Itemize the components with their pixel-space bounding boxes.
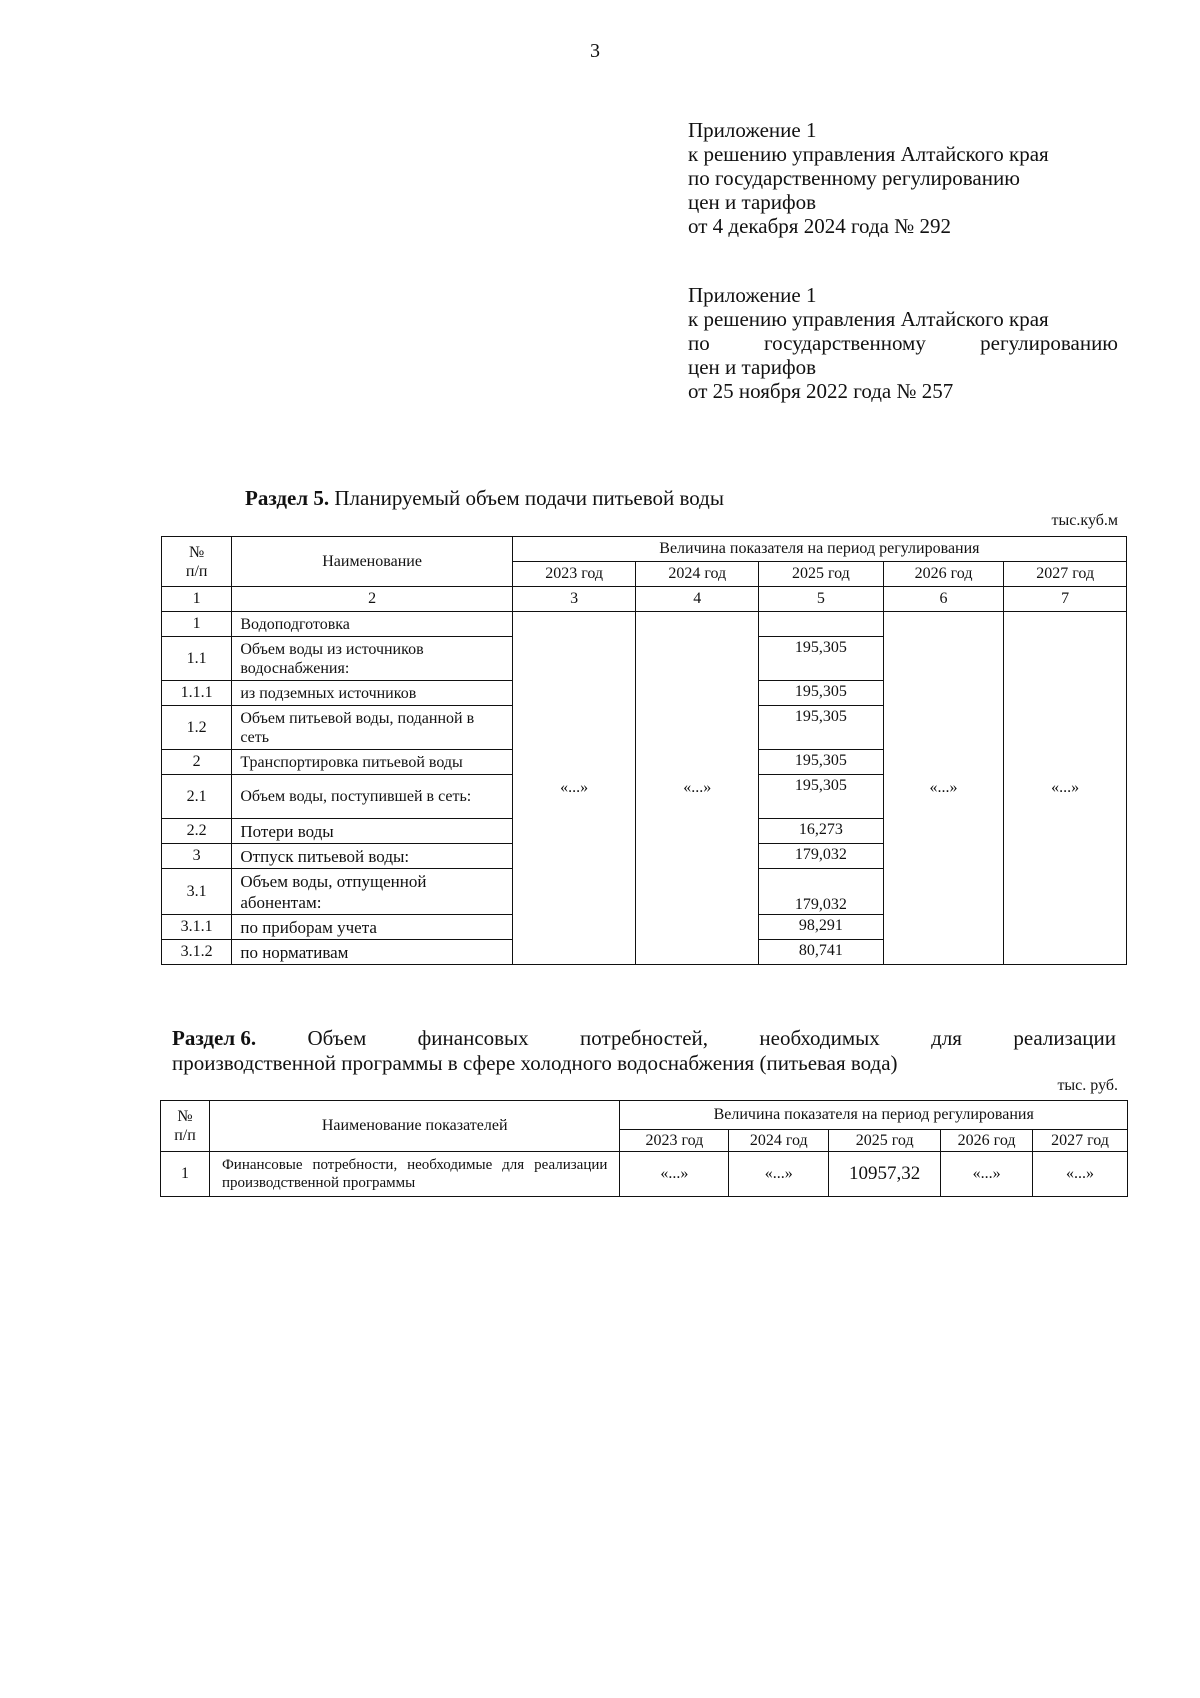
word: необходимых [759,1026,880,1050]
header-num [162,537,232,587]
row-name: Отпуск питьевой воды: [232,844,512,869]
column-number: 1 [162,587,232,612]
row-num: 2.2 [162,819,232,844]
value-2024: «...» [729,1152,829,1197]
page-number: 3 [590,40,600,62]
section6-unit: тыс. руб. [1057,1077,1118,1094]
table-header-row [162,537,1127,562]
value-2025: 10957,32 [829,1152,941,1197]
table-row [162,612,1127,637]
header-num-pp: п/п [185,562,208,580]
header-period: Величина показателя на период регулирования [620,1101,1128,1130]
word: регулированию [980,331,1118,355]
value-2025: 98,291 [759,915,884,940]
value-2025: 16,273 [759,819,884,844]
row-num: 3.1.2 [162,940,232,965]
value-2025: 179,032 [759,844,884,869]
value-2024: «...» [636,612,759,965]
row-num: 1.1.1 [162,681,232,706]
value-2025: 195,305 [759,706,884,750]
header-year: 2023 год [620,1130,729,1152]
word: потребностей, [580,1026,709,1050]
value-2025: 195,305 [759,681,884,706]
appendix-line: к решению управления Алтайского края [688,142,1049,166]
header-year: 2026 год [883,562,1004,587]
word: финансовых [417,1026,529,1050]
section6-title [172,1026,1116,1076]
word: для [931,1026,962,1050]
appendix-date: от 4 декабря 2024 года № 292 [688,214,951,238]
column-number: 5 [759,587,884,612]
appendix-line: цен и тарифов [688,190,817,214]
row-name: по нормативам [232,940,512,965]
header-num [161,1101,210,1152]
value-2025: 179,032 [759,869,884,915]
row-num: 3.1.1 [162,915,232,940]
row-name: Объем воды, поступившей в сеть: [232,775,512,819]
row-num: 1.2 [162,706,232,750]
value-2025 [759,612,884,637]
value-2027: «...» [1033,1152,1128,1197]
section5-title [245,486,724,511]
row-name: Объем воды из источников водоснабжения: [232,637,512,681]
row-name: по приборам учета [232,915,512,940]
value-2023: «...» [620,1152,729,1197]
section6-title-line1 [172,1026,1116,1051]
row-name: Объем воды, отпущенной абонентам: [232,869,512,915]
value-2025: 195,305 [759,775,884,819]
header-year: 2026 год [941,1130,1033,1152]
section6-title-line2: производственной программы в сфере холодного водоснабжения (питьевая вода) [172,1051,898,1075]
row-name: Потери воды [232,819,512,844]
section6-table [160,1100,1128,1197]
appendix-date: от 25 ноября 2022 года № 257 [688,379,954,403]
header-name: Наименование [232,537,512,587]
value-2027: «...» [1004,612,1127,965]
row-num: 1 [161,1152,210,1197]
section5-unit: тыс.куб.м [1051,512,1118,529]
word: Объем [307,1026,367,1050]
header-year: 2024 год [729,1130,829,1152]
column-number: 6 [883,587,1004,612]
header-year: 2027 год [1033,1130,1128,1152]
header-year: 2025 год [829,1130,941,1152]
appendix-line: по государственному регулированию [688,166,1020,190]
table-header-row [161,1101,1128,1130]
value-2025: 195,305 [759,637,884,681]
row-name: из подземных источников [232,681,512,706]
row-name: Финансовые потребности, необходимые для реализации производственной программы [209,1152,619,1197]
appendix-title: Приложение 1 [688,283,817,307]
value-2023: «...» [512,612,636,965]
appendix-title: Приложение 1 [688,118,817,142]
column-number: 7 [1004,587,1127,612]
column-number: 2 [232,587,512,612]
section5-title-bold: Раздел 5. [245,486,330,510]
row-num: 1 [162,612,232,637]
header-num-symbol: № [189,543,205,561]
row-num: 1.1 [162,637,232,681]
header-year: 2027 год [1004,562,1127,587]
header-year: 2025 год [759,562,884,587]
section6-title-bold: Раздел 6. [172,1026,257,1050]
appendix-line: к решению управления Алтайского края [688,307,1049,331]
appendix-previous [688,283,1118,403]
word: по [688,331,710,355]
value-2025: 195,305 [759,750,884,775]
header-period: Величина показателя на период регулирования [512,537,1126,562]
row-num: 2.1 [162,775,232,819]
appendix-line-justified [688,331,1118,355]
row-name: Объем питьевой воды, поданной в сеть [232,706,512,750]
header-num-symbol: № [177,1108,193,1125]
column-number: 3 [512,587,636,612]
header-num-pp: п/п [174,1127,196,1144]
row-num: 3.1 [162,869,232,915]
value-2026: «...» [941,1152,1033,1197]
header-year: 2023 год [512,562,636,587]
column-numbers-row [162,587,1127,612]
value-2025: 80,741 [759,940,884,965]
value-2026: «...» [883,612,1004,965]
table-row [161,1152,1128,1197]
header-year: 2024 год [636,562,759,587]
row-name: Транспортировка питьевой воды [232,750,512,775]
column-number: 4 [636,587,759,612]
word: государственному [764,331,926,355]
row-num: 2 [162,750,232,775]
section5-table [161,536,1127,965]
appendix-line: цен и тарифов [688,355,817,379]
header-name: Наименование показателей [209,1101,619,1152]
row-num: 3 [162,844,232,869]
word: реализации [1013,1026,1116,1050]
row-name: Водоподготовка [232,612,512,637]
appendix-current [688,118,1118,238]
section5-title-text: Планируемый объем подачи питьевой воды [329,486,724,510]
